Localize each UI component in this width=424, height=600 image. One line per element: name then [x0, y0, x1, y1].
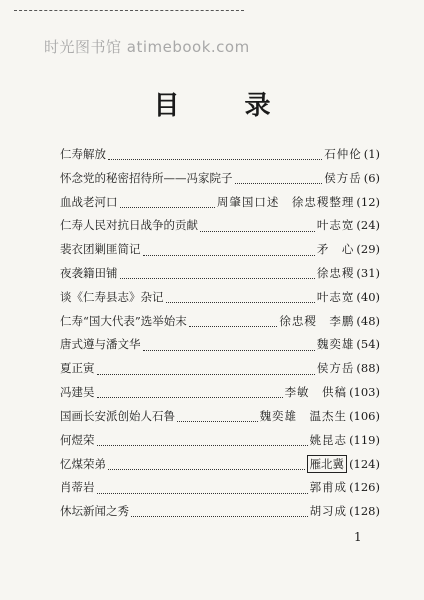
- entry-page: (29): [356, 242, 380, 257]
- dot-leader: [200, 231, 315, 232]
- entry-title: 仁寿人民对抗日战争的贡献: [60, 218, 198, 233]
- toc-entry: [60, 455, 380, 479]
- page-title: 目 录: [153, 91, 299, 121]
- entry-page: (24): [356, 218, 380, 233]
- dot-leader: [97, 445, 308, 446]
- toc-entry: [60, 408, 380, 432]
- dot-leader: [120, 207, 215, 208]
- toc-entry: [60, 384, 380, 408]
- entry-page: (103): [349, 384, 380, 399]
- entry-author: 叶志宽: [316, 218, 355, 233]
- toc-entry: [60, 194, 380, 218]
- entry-title: 休坛新闻之秀: [60, 503, 129, 518]
- dot-leader: [97, 493, 308, 494]
- toc-entry: [60, 360, 380, 384]
- toc-entry: [60, 265, 380, 289]
- entry-title: 仁寿“国大代表”选举始末: [60, 313, 187, 328]
- dot-leader: [143, 350, 315, 351]
- entry-title: 冯建吴: [60, 384, 95, 399]
- entry-author: 矛 心: [316, 242, 355, 257]
- entry-page: (40): [356, 289, 380, 304]
- dot-leader: [177, 421, 258, 422]
- toc-entry: [60, 146, 380, 170]
- entry-title: 仁寿解放: [60, 147, 106, 161]
- entry-page: (54): [356, 337, 380, 352]
- toc-entry: [60, 336, 380, 360]
- entry-title: 谈《仁寿县志》杂记: [60, 289, 164, 304]
- dot-leader: [97, 397, 283, 398]
- entry-title: 唐式遵与潘文华: [60, 337, 141, 352]
- entry-page: (128): [349, 503, 380, 518]
- entry-author: 李敏 供稿: [284, 384, 348, 399]
- entry-page: (48): [356, 313, 380, 328]
- toc-entry: [60, 170, 380, 194]
- entry-page: (88): [356, 361, 380, 376]
- entry-author: 魏奕雄 温杰生: [259, 408, 348, 423]
- toc-entry: [60, 217, 380, 241]
- entry-title: 夜袭籍田铺: [60, 265, 118, 280]
- entry-author: 魏奕雄: [316, 337, 355, 352]
- entry-page: (124): [349, 457, 380, 472]
- entry-author: 徐忠稷: [316, 265, 355, 280]
- entry-title: 国画长安派创始人石鲁: [60, 408, 175, 423]
- entry-title: 血战老河口: [60, 194, 118, 209]
- entry-author: 侯方岳: [316, 361, 355, 376]
- dot-leader: [108, 469, 305, 470]
- entry-author: 叶志宽: [316, 289, 355, 304]
- dot-leader: [143, 255, 315, 256]
- dot-leader: [108, 159, 322, 160]
- toc-entry: [60, 241, 380, 265]
- entry-page: (106): [349, 408, 380, 423]
- toc-entry: [60, 503, 380, 527]
- toc-entry: [60, 432, 380, 456]
- entry-author: 周肇国口述 徐忠稷整理: [216, 194, 355, 209]
- entry-page: (6): [363, 170, 380, 185]
- entry-author: 石仲伦: [324, 147, 362, 161]
- entry-page: (119): [349, 432, 380, 447]
- toc-entry: [60, 289, 380, 313]
- entry-page: (126): [349, 480, 380, 495]
- entry-page: (31): [356, 265, 380, 280]
- toc-entry: [60, 479, 380, 503]
- entry-title: 忆煤荣弟: [60, 457, 106, 472]
- entry-author: 侯方岳: [324, 170, 362, 185]
- watermark: 时光图书馆 atimebook.com: [44, 38, 250, 56]
- dot-leader: [166, 302, 315, 303]
- entry-author: 郭甫成: [309, 480, 348, 495]
- entry-author: 胡习成: [309, 503, 348, 518]
- dot-leader: [235, 183, 323, 184]
- top-divider: [14, 10, 244, 11]
- entry-title: 肖蒂岩: [60, 480, 95, 495]
- entry-title: 裴衣团剿匪简记: [60, 242, 141, 257]
- entry-author: 姚昆志: [309, 432, 348, 447]
- entry-title: 夏正寅: [60, 361, 95, 376]
- entry-author-boxed: 雁北冀: [307, 455, 348, 473]
- entry-page: (1): [363, 147, 380, 161]
- dot-leader: [131, 516, 308, 517]
- toc-entry: [60, 313, 380, 337]
- table-of-contents: [60, 146, 380, 527]
- page-number: 1: [354, 530, 362, 544]
- dot-leader: [120, 278, 315, 279]
- dot-leader: [189, 326, 278, 327]
- entry-page: (12): [356, 194, 380, 209]
- entry-author: 徐忠稷 李鹏: [279, 313, 355, 328]
- dot-leader: [97, 374, 315, 375]
- entry-title: 何煜荣: [60, 432, 95, 447]
- entry-title: 怀念党的秘密招待所——冯家院子: [60, 170, 233, 185]
